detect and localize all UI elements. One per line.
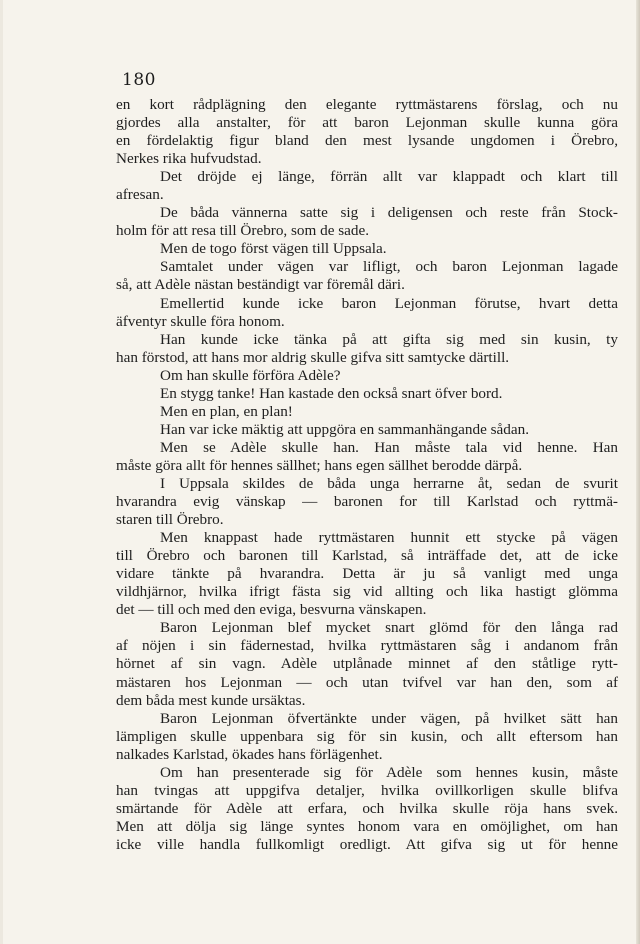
text-line: Han var icke mäktig att uppgöra en sammanhängande sådan. — [160, 420, 530, 438]
text-line: mästaren hos Lejonman — och utan tvifvel var han den, som af — [116, 673, 618, 691]
text-line: Men knappast hade ryttmästaren hunnit ett stycke på vägen — [160, 529, 618, 547]
body-text — [116, 96, 618, 854]
text-line: Om han presenterade sig för Adèle som hennes kusin, måste — [160, 763, 618, 781]
text-line: Om han skulle förföra Adèle? — [160, 366, 341, 384]
text-line: en kort rådplägning den elegante ryttmästarens förslag, och nu — [116, 96, 618, 113]
text-line: nalkades Karlstad, ökades hans förlägenhet. — [116, 745, 383, 763]
page-number: 180 — [122, 70, 156, 90]
text-line: Emellertid kunde icke baron Lejonman förutse, hvart detta — [160, 294, 618, 312]
text-line: icke ville handla fullkomligt oredligt. Att gifva sig ut för henne — [116, 835, 618, 853]
text-line: Men de togo först vägen till Uppsala. — [160, 240, 387, 258]
text-line: smärtande för Adèle att erfara, och hvilka skulle röja hans svek. — [116, 799, 618, 817]
text-line: Samtalet under vägen var lifligt, och baron Lejonman lagade — [160, 258, 618, 276]
text-line: det — till och med den eviga, besvurna vänskapen. — [116, 601, 427, 619]
text-line: dem båda mest kunde ursäktas. — [116, 691, 306, 709]
text-line: afresan. — [116, 186, 164, 204]
text-line: hvarandra evig vänskap — baronen for till Karlstad och ryttmä- — [116, 493, 618, 511]
text-line: vidare tänkte på hvarandra. Detta är ju så vanligt med unga — [116, 565, 618, 583]
text-line: han förstod, att hans mor aldrig skulle gifva sitt samtycke därtill. — [116, 348, 510, 366]
text-line: vildhjärnor, hvilka ifrigt fästa sig vid allting och lika hastigt glömma — [116, 583, 618, 601]
text-line: af nöjen i sin fädernestad, hvilka ryttmästaren såg i andanom från — [116, 637, 618, 655]
text-line: Han kunde icke tänka på att gifta sig med sin kusin, ty — [160, 330, 618, 348]
text-line: gjordes alla anstalter, för att baron Lejonman skulle kunna göra — [116, 114, 618, 132]
page-right-edge — [636, 0, 640, 944]
text-line: till Örebro och baronen till Karlstad, så inträffade det, att de icke — [116, 547, 618, 565]
text-line: holm för att resa till Örebro, som de sade. — [116, 222, 370, 240]
text-line: Baron Lejonman öfvertänkte under vägen, på hvilket sätt han — [160, 709, 618, 727]
text-line: äfventyr skulle föra honom. — [116, 312, 285, 330]
text-line: lämpligen skulle uppenbara sig för sin kusin, och allt eftersom han — [116, 727, 618, 745]
text-line: Det dröjde ej länge, förrän allt var klappadt och klart till — [160, 168, 618, 186]
text-line: Men se Adèle skulle han. Han måste tala vid henne. Han — [160, 438, 618, 456]
page-left-edge — [0, 0, 3, 944]
text-line: staren till Örebro. — [116, 511, 224, 529]
text-line: måste göra allt för hennes sällhet; hans egen sällhet berodde därpå. — [116, 456, 523, 474]
text-line: En stygg tanke! Han kastade den också snart öfver bord. — [160, 384, 503, 402]
text-line: en fördelaktig figur bland den mest lysande ungdomen i Örebro, — [116, 132, 618, 150]
text-line: så, att Adèle nästan beständigt var föremål däri. — [116, 276, 405, 294]
text-line: han tvingas att uppgifva detaljer, hvilka ovillkorligen skulle blifva — [116, 781, 618, 799]
text-line: Baron Lejonman blef mycket snart glömd för den långa rad — [160, 619, 618, 637]
text-line: Men en plan, en plan! — [160, 402, 293, 420]
text-line: hörnet af sin vagn. Adèle utplånade minnet af den ståtlige rytt- — [116, 655, 618, 673]
text-line: Men att dölja sig länge syntes honom vara en omöjlighet, om han — [116, 817, 618, 835]
text-line: De båda vännerna satte sig i deligensen och reste från Stock- — [160, 204, 618, 222]
text-line: I Uppsala skildes de båda unga herrarne åt, sedan de svurit — [160, 474, 618, 492]
text-line: Nerkes rika hufvudstad. — [116, 150, 262, 168]
